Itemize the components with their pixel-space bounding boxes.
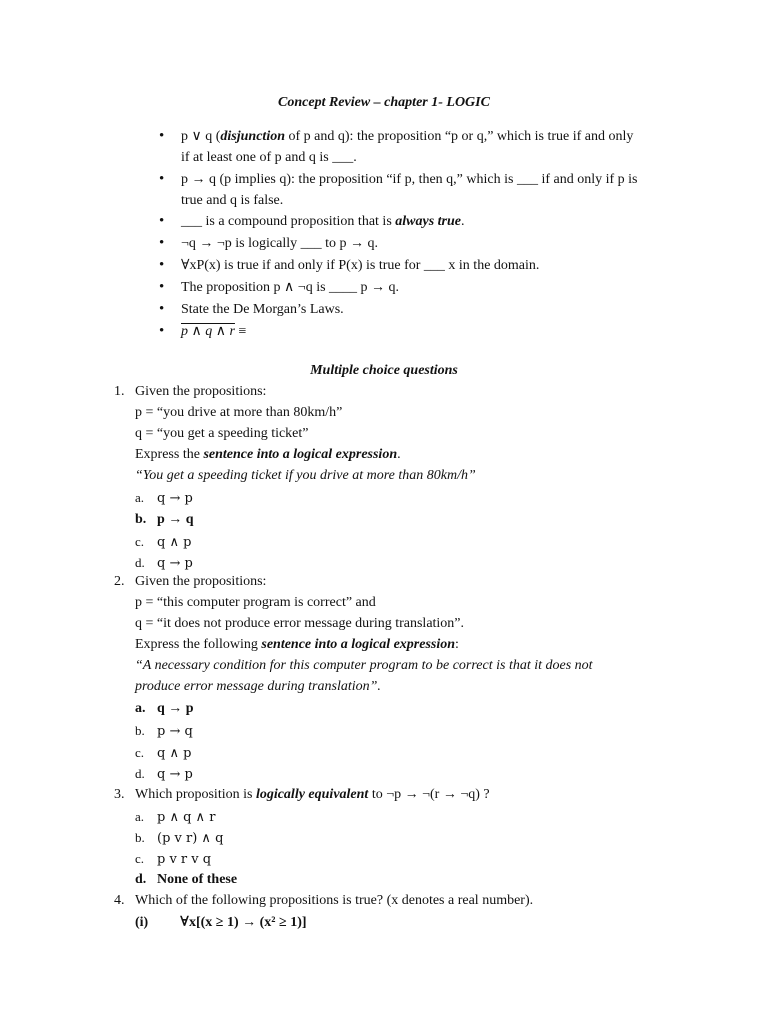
- option-c: c. q ∧ p: [135, 745, 192, 761]
- option-d: d. q → p: [135, 555, 193, 571]
- document-page: Concept Review – chapter 1- LOGIC • p ∨ q (disjunction of p and q): the proposition “p or q,” which is true if and only if at least one of p and q is ___. • p → q (p implies q): the proposition “if p, then q,” which is ___ if and only if p is true and q is false. • ___ is a compound proposition that is always true. • ¬q → ¬p is logically ___ to p → q. • ∀xP(x) is true if and only if P(x) is true for ___ x in the domain. • The proposition p ∧ ¬q is ____ p → q. • State the De Morgan’s Laws. • p ∧ q ∧ r ≡ Multiple choice questions 1. Given the propositions: p = “you drive at more than 80km/h” q = “you get a speeding ticket” Express the sentence into a logical expression. “You get a speeding ticket if you drive at more than 80km/h” a. q → p b. p → q c. q ∧ p d. q → p 2. Given the propositions: p = “this computer program is correct” and q = “it does not produce error message during translation”. Express the following sentence into a logical expression: “A necessary condition for this computer program to be correct is that it does not produce error message during translation”. a. q → p b. p → q c. q ∧ p d. q → p 3. Which proposition is logically equivalent to ¬p → ¬(r → ¬q) ? a. p ∧ q ∧ r b. (p v r) ∧ q c. p v r v q d. None of these 4. Which of the following propositions is true? (x denotes a real number). (i) ∀x[(x ≥ 1) → (x² ≥ 1)]: [0, 0, 768, 1024]
- option-b-correct: b. p → q: [135, 512, 194, 527]
- quoted-sentence: “You get a speeding ticket if you drive at more than 80km/h”: [135, 468, 476, 483]
- question-number: 1.: [114, 384, 125, 399]
- option-d: d. q → p: [135, 766, 193, 782]
- question-number: 3.: [114, 787, 125, 802]
- question-number: 4.: [114, 893, 125, 908]
- sub-item-text: ∀x[(x ≥ 1) → (x² ≥ 1)]: [180, 915, 307, 930]
- question-number: 2.: [114, 574, 125, 589]
- negated-expression: p ∧ q ∧ r: [181, 324, 235, 339]
- concept-item: • State the De Morgan’s Laws.: [181, 299, 681, 321]
- option-a-correct: a. q → p: [135, 701, 194, 716]
- concept-item: • The proposition p ∧ ¬q is ____ p → q.: [181, 277, 681, 299]
- option-c: c. q ∧ p: [135, 534, 192, 550]
- concept-list: [181, 126, 681, 343]
- concept-item: • p ∧ q ∧ r ≡: [181, 321, 681, 343]
- page-title: Concept Review – chapter 1- LOGIC: [278, 95, 490, 110]
- section-title: Multiple choice questions: [310, 363, 458, 378]
- concept-item: • ∀xP(x) is true if and only if P(x) is true for ___ x in the domain.: [181, 255, 681, 277]
- option-a: a. q → p: [135, 490, 193, 506]
- sub-item-label: (i): [135, 915, 149, 930]
- option-b: b. p → q: [135, 723, 193, 739]
- quoted-sentence-cont: produce error message during translation”.: [135, 679, 381, 694]
- option-a: a. p ∧ q ∧ r: [135, 809, 216, 825]
- quoted-sentence: “A necessary condition for this computer program to be correct is that it does not: [135, 658, 593, 673]
- concept-item: • p ∨ q (disjunction of p and q): the proposition “p or q,” which is true if and only if at least one of p and q is ___.: [181, 126, 681, 168]
- option-d-correct: d. None of these: [135, 872, 238, 887]
- concept-item: • ___ is a compound proposition that is always true.: [181, 211, 681, 233]
- concept-item: • ¬q → ¬p is logically ___ to p → q.: [181, 233, 681, 255]
- concept-item: • p → q (p implies q): the proposition “if p, then q,” which is ___ if and only if p is true and q is false.: [181, 169, 681, 211]
- option-c: c. p v r v q: [135, 851, 212, 867]
- option-b: b. (p v r) ∧ q: [135, 830, 224, 846]
